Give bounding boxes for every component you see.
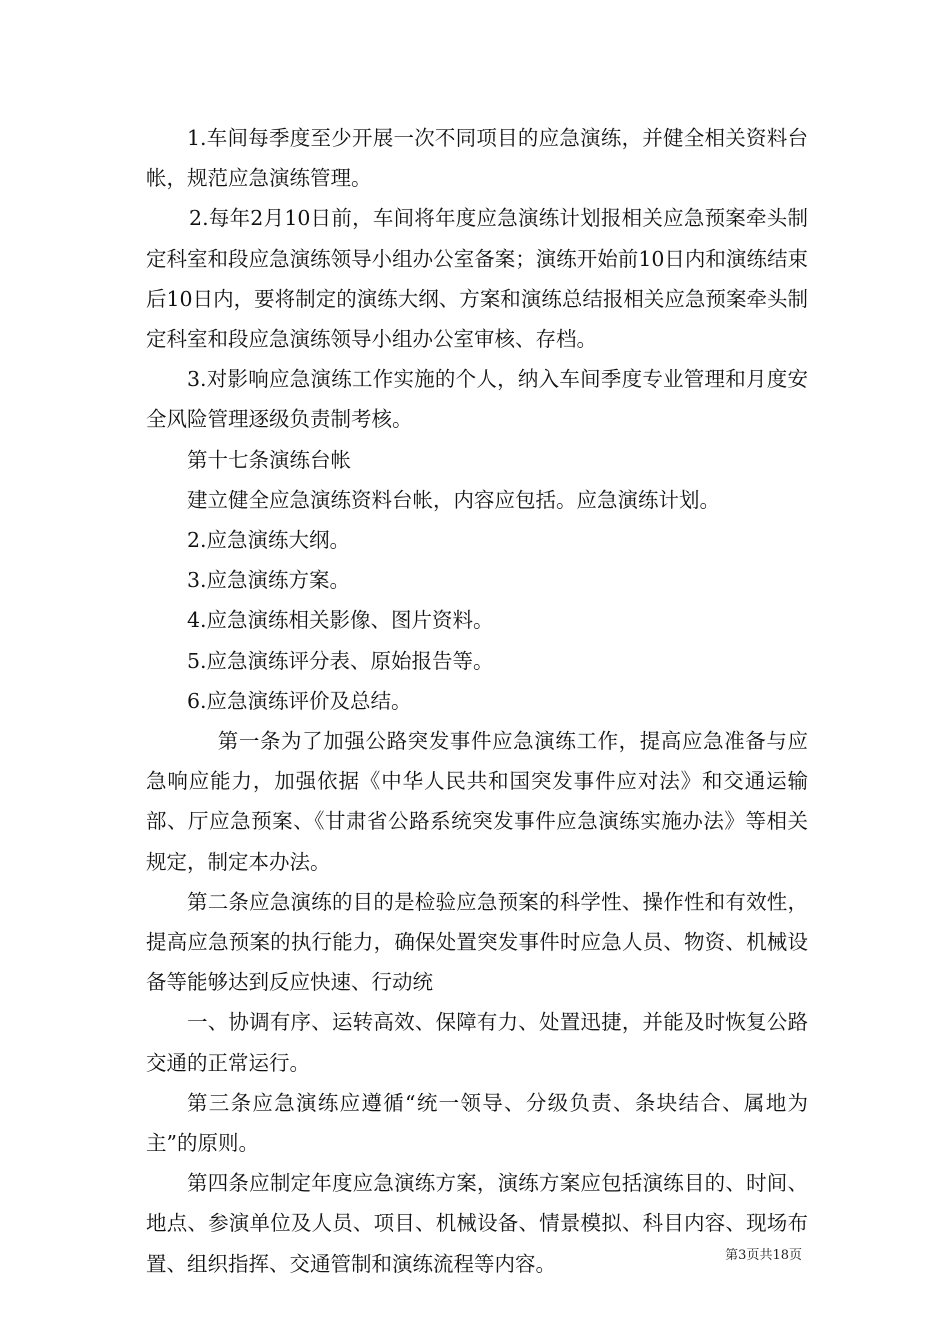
paragraph-item-2: 2.每年2月10日前，车间将年度应急演练计划报相关应急预案牵头制定科室和段应急演练领导小组办公室备案；演练开始前10日内和演练结束后10日内，要将制定的演练大纲、方案和演练总结报相关应急预案牵头制定科室和段应急演练领导小组办公室审核、存档。 (146, 206, 808, 352)
article-2: 第二条应急演练的目的是检验应急预案的科学性、操作性和有效性，提高应急预案的执行能力，确保处置突发事件时应急人员、物资、机械设备等能够达到反应快速、行动统 (146, 889, 808, 995)
paragraph-item-3: 3.对影响应急演练工作实施的个人，纳入车间季度专业管理和月度安全风险管理逐级负责制考核。 (146, 367, 808, 432)
paragraph-ledger-contents: 建立健全应急演练资料台帐，内容应包括。应急演练计划。 (187, 487, 720, 512)
article-3: 第三条应急演练应遵循“统一领导、分级负责、条块结合、属地为主”的原则。 (146, 1090, 808, 1156)
article-4: 第四条应制定年度应急演练方案，演练方案应包括演练目的、时间、地点、参演单位及人员、项目、机械设备、情景模拟、科目内容、现场布置、组织指挥、交通管制和演练流程等内容。 (146, 1171, 808, 1276)
list-item-5: 5.应急演练评分表、原始报告等。 (187, 648, 494, 673)
article-1: 第一条为了加强公路突发事件应急演练工作，提高应急准备与应急响应能力，加强依据《中华人民共和国突发事件应对法》和交通运输部、厅应急预案、《甘肃省公路系统突发事件应急演练实施办法》等相关规定，制定本办法。 (146, 729, 808, 874)
section-heading-article-17: 第十七条演练台帐 (187, 447, 351, 472)
list-item-6: 6.应急演练评价及总结。 (187, 688, 412, 713)
paragraph-item-1: 1.车间每季度至少开展一次不同项目的应急演练，并健全相关资料台帐，规范应急演练管理。 (146, 126, 808, 191)
document-body (146, 118, 808, 1284)
list-item-3: 3.应急演练方案。 (187, 568, 351, 593)
page-number: 第3页共18页 (725, 1248, 802, 1263)
article-2-continued: 一、协调有序、运转高效、保障有力、处置迅捷，并能及时恢复公路交通的正常运行。 (146, 1010, 808, 1075)
list-item-4: 4.应急演练相关影像、图片资料。 (187, 608, 494, 633)
list-item-2: 2.应急演练大纲。 (187, 528, 351, 553)
